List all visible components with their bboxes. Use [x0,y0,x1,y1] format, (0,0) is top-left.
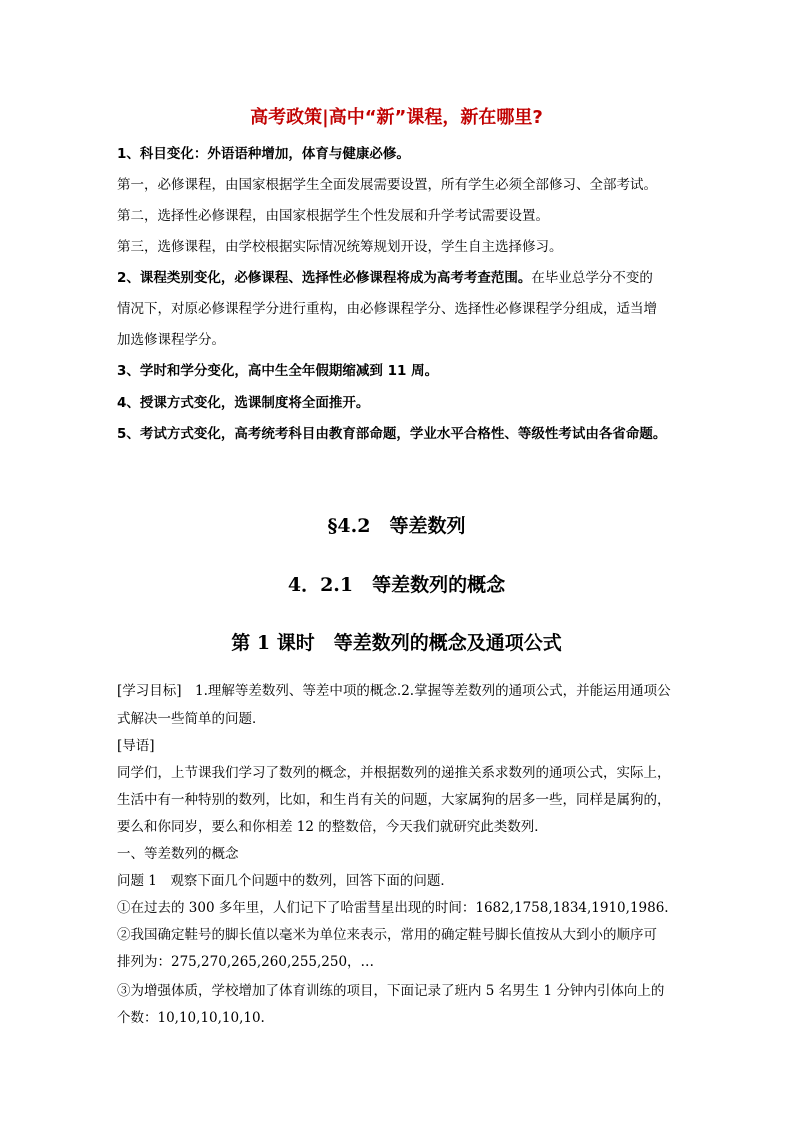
policy-item-4: 4、授课方式变化，选课制度将全面推开。 [117,395,370,411]
policy-first: 第一，必修课程，由国家根据学生全面发展需要设置，所有学生必须全部修习、全部考试。 [117,177,657,193]
policy-title: 高考政策|高中“新”课程，新在哪里? [250,107,543,128]
policy-third: 第三，选修课程，由学校根据实际情况统筹规划开设，学生自主选择修习。 [117,239,563,255]
question-1-item-2-line-2: 排列为：275,270,265,260,255,250，… [117,954,375,970]
intro-line-2: 生活中有一种特别的数列，比如，和生肖有关的问题，大家属狗的居多一些，同样是属狗的， [117,792,671,808]
question-1-item-2-line-1: ②我国确定鞋号的脚长值以毫米为单位来表示，常用的确定鞋号脚长值按从大到小的顺序可 [117,927,657,943]
policy-item-2-rest: 在毕业总学分不变的 [531,270,653,286]
subsection-heading: 4．2.1 等差数列的概念 [287,574,506,596]
learning-goal-line-1: [学习目标] 1.理解等差数列、等差中项的概念.2.掌握等差数列的通项公式，并能运用通项公 [117,683,671,699]
intro-label: [导语] [117,738,155,754]
question-1-item-3-line-2: 个数：10,10,10,10,10. [117,1010,265,1026]
policy-item-2-line-2: 情况下，对原必修课程学分进行重构，由必修课程学分、选择性必修课程学分组成，适当增 [117,301,657,317]
policy-item-1: 1、科目变化：外语语种增加，体育与健康必修。 [117,146,410,162]
policy-item-2-bold: 2、课程类别变化，必修课程、选择性必修课程将成为高考考查范围。 [117,270,532,286]
policy-item-2-line-3: 加选修课程学分。 [117,332,225,348]
question-1: 问题 1 观察下面几个问题中的数列，回答下面的问题． [117,873,454,889]
question-1-item-3-line-1: ③为增强体质，学校增加了体育训练的项目，下面记录了班内 5 名男生 1 分钟内引体向上的 [117,983,665,999]
learning-goal-line-2: 式解决一些简单的问题． [117,711,266,727]
policy-item-2 [117,269,653,287]
policy-item-5: 5、考试方式变化，高考统考科目由教育部命题，学业水平合格性、等级性考试由各省命题。 [117,426,667,442]
lesson-title: 第 1 课时 等差数列的概念及通项公式 [231,632,562,654]
policy-second: 第二，选择性必修课程，由国家根据学生个性发展和升学考试需要设置。 [117,208,549,224]
question-1-item-1: ①在过去的 300 多年里，人们记下了哈雷彗星出现的时间：1682,1758,1834,1910,1986. [117,900,669,916]
intro-line-1: 同学们，上节课我们学习了数列的概念，并根据数列的递推关系求数列的通项公式，实际上， [117,765,671,781]
section-heading: §4.2 等差数列 [327,515,466,537]
intro-line-3: 要么和你同岁，要么和你相差 12 的整数倍，今天我们就研究此类数列． [117,819,548,835]
part-1-heading: 一、等差数列的概念 [117,846,239,862]
policy-item-3: 3、学时和学分变化，高中生全年假期缩减到 11 周。 [117,363,439,379]
